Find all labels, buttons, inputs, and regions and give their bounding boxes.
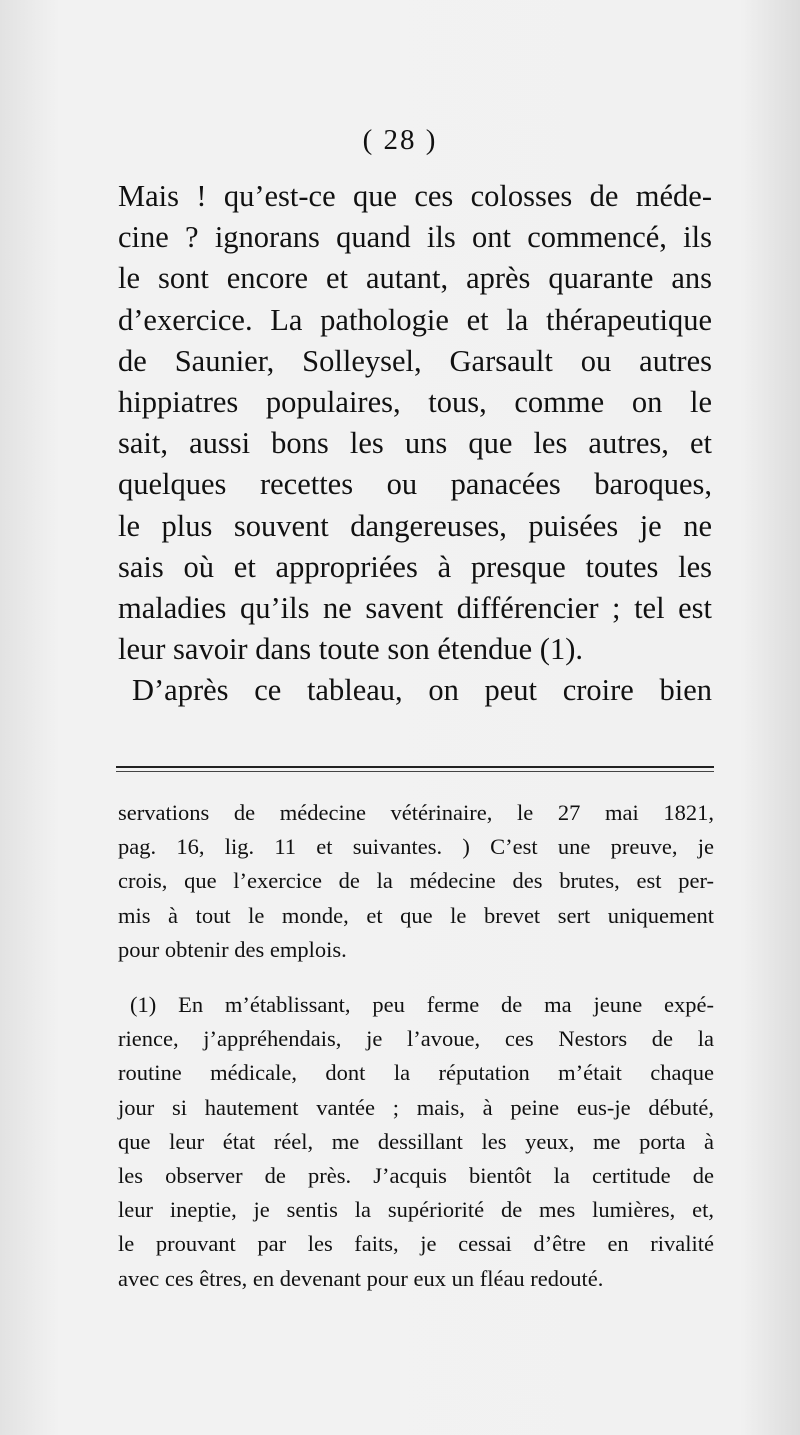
footnote-line: pag. 16, lig. 11 et suivantes. ) C’est une preuve, je [118, 834, 714, 860]
footnote-line: leur ineptie, je sentis la supériorité de mes lumières, et, [118, 1197, 714, 1223]
text-line: maladies qu’ils ne savent différencier ; tel est [118, 590, 712, 625]
footnote-line: routine médicale, dont la réputation m’était chaque [118, 1060, 714, 1086]
footnote-line: mis à tout le monde, et que le brevet sert uniquement [118, 902, 714, 928]
footnote-line: pour obtenir des emplois. [118, 936, 347, 962]
footnote-line: avec ces êtres, en devenant pour eux un fléau redouté. [118, 1265, 604, 1291]
text-line: de Saunier, Solleysel, Garsault ou autres [118, 343, 712, 378]
text-line: hippiatres populaires, tous, comme on le [118, 384, 712, 419]
text-line: le sont encore et autant, après quarante ans [118, 261, 712, 296]
footnote-separator-rule-thin [116, 771, 714, 772]
footnote-line: jour si hautement vantée ; mais, à peine eus-je débuté, [118, 1094, 714, 1120]
footnote-1 [118, 988, 714, 1296]
footnote-continued [118, 796, 714, 967]
footnote-line: que leur état réel, me dessillant les yeux, me porta à [118, 1128, 714, 1154]
text-line: quelques recettes ou panacées baroques, [118, 467, 712, 502]
footnote-line: le prouvant par les faits, je cessai d’être en rivalité [118, 1231, 714, 1257]
footnote-line: les observer de près. J’acquis bientôt la certitude de [118, 1162, 714, 1188]
footnote-line: (1) En m’établissant, peu ferme de ma jeune expé- [130, 992, 714, 1017]
text-line: d’exercice. La pathologie et la thérapeutique [118, 302, 712, 337]
text-line: D’après ce tableau, on peut croire bien [132, 673, 712, 708]
main-text-block [118, 176, 712, 711]
page-number: ( 28 ) [362, 124, 438, 156]
footnote-line: rience, j’appréhendais, je l’avoue, ces Nestors de la [118, 1026, 714, 1052]
text-line: leur savoir dans toute son étendue (1). [118, 632, 583, 667]
footnote-separator-rule [116, 766, 714, 768]
text-line: sait, aussi bons les uns que les autres, et [118, 426, 712, 461]
footnote-line: crois, que l’exercice de la médecine des brutes, est per- [118, 868, 714, 894]
text-line: sais où et appropriées à presque toutes les [118, 549, 712, 584]
footnote-line: servations de médecine vétérinaire, le 27 mai 1821, [118, 800, 714, 825]
text-line: cine ? ignorans quand ils ont commencé, ils [118, 220, 712, 255]
text-line: le plus souvent dangereuses, puisées je ne [118, 508, 712, 543]
text-line: Mais ! qu’est-ce que ces colosses de méde- [118, 179, 712, 213]
